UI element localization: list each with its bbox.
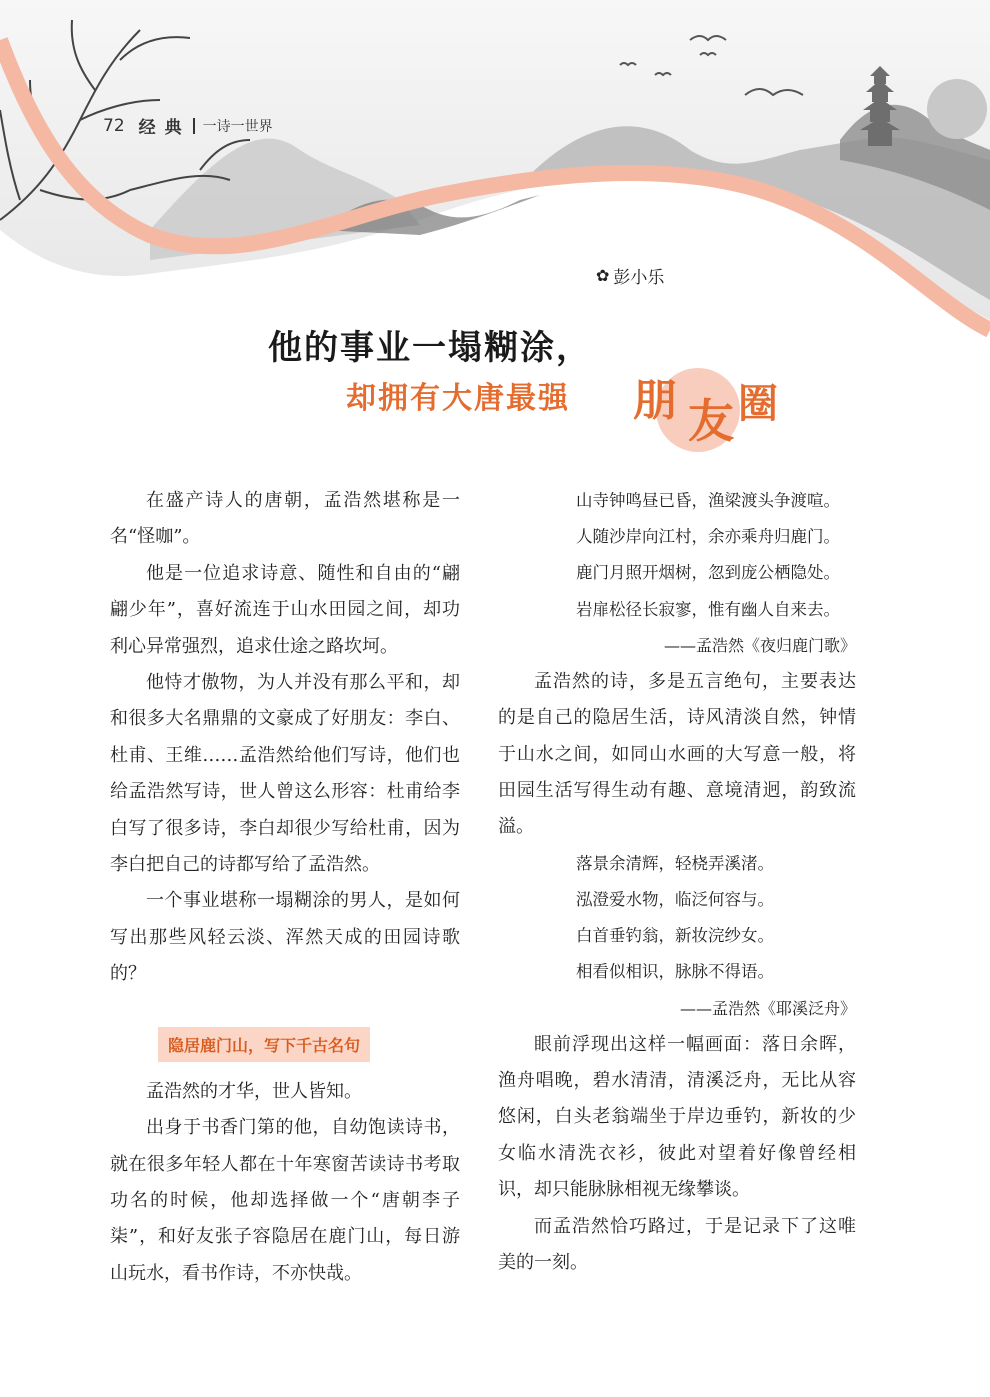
poem-line: 白首垂钓翁，新妆浣纱女。 [576, 926, 774, 946]
header-landscape-illustration [0, 0, 990, 345]
paragraph: 在盛产诗人的唐朝，孟浩然堪称是一名“怪咖”。 [110, 490, 460, 548]
poem-line: 岩扉松径长寂寥，惟有幽人自来去。 [576, 599, 840, 619]
article-title-line1: 他的事业一塌糊涂， [268, 328, 592, 368]
paragraph: 而孟浩然恰巧路过，于是记录下了这唯美的一刻。 [498, 1215, 856, 1274]
right-column [498, 483, 856, 1282]
paragraph: 他恃才傲物，为人并没有那么平和，却和很多大名鼎鼎的文豪成了好朋友：李白、杜甫、王维……孟浩然给他们写诗，他们也给孟浩然写诗，世人曾这么形容：杜甫给李白写了很多诗，李白却很少写给杜甫，因为李白把自己的诗都写给了孟浩然。 [110, 672, 460, 876]
title-highlight-char: 圈 [738, 380, 778, 427]
paragraph: 出身于书香门第的他，自幼饱读诗书，就在很多年轻人都在十年寒窗苦读诗书考取功名的时候，他却选择做一个“唐朝李子柒”，和好友张子容隐居在鹿门山，每日游山玩水，看书作诗，不亦快哉。 [110, 1117, 460, 1284]
poem-line: 相看似相识，脉脉不得语。 [576, 962, 774, 982]
paragraph: 一个事业堪称一塌糊涂的男人，是如何写出那些风轻云淡、浑然天成的田园诗歌的？ [110, 890, 460, 985]
poem-line: 鹿门月照开烟树，忽到庞公栖隐处。 [576, 563, 840, 583]
section-name: 经典 [138, 118, 191, 138]
paragraph: 他是一位追求诗意、随性和自由的“翩翩少年”，喜好流连于山水田园之间，却功利心异常强烈，追求仕途之路坎坷。 [110, 562, 460, 657]
article-title-line2: 却拥有大唐最强 [346, 381, 570, 416]
poem-attribution: ——孟浩然《耶溪泛舟》 [679, 998, 856, 1018]
title-highlight-char: 朋 [633, 375, 677, 426]
title-highlight-char: 友 [688, 394, 734, 448]
flower-icon: ✿ [596, 266, 610, 285]
paragraph: 孟浩然的诗，多是五言绝句，主要表达的是自己的隐居生活，诗风清淡自然，钟情于山水之间，如同山水画的大写意一般，将田园生活写得生动有趣、意境清迥，韵致流溢。 [498, 670, 856, 838]
header-divider [193, 118, 195, 134]
poem-line: 泓澄爱水物，临泛何容与。 [576, 890, 774, 910]
poem-line: 落景余清辉，轻桡弄溪渚。 [576, 853, 774, 873]
page-header [103, 113, 273, 138]
poem-night-return [498, 483, 856, 628]
author-name: 彭小乐 [613, 268, 665, 288]
poem-line: 山寺钟鸣昼已昏，渔梁渡头争渡喧。 [576, 491, 840, 510]
poem-line: 人随沙岸向江村，余亦乘舟归鹿门。 [576, 527, 840, 547]
poem-yexi-boating [498, 846, 856, 991]
left-column [110, 483, 460, 1292]
paragraph: 眼前浮现出这样一幅画面：落日余晖，渔舟唱晚，碧水清清，清溪泛舟，无比从容悠闲，白头老翁端坐于岸边垂钓，新妆的少女临水清洗衣衫，彼此对望着好像曾经相识，却只能脉脉相视无缘攀谈。 [498, 1033, 856, 1201]
author-byline [596, 263, 664, 288]
page-number: 72 [103, 115, 125, 136]
paragraph: 孟浩然的才华，世人皆知。 [146, 1080, 362, 1102]
subsection-name: 一诗一世界 [202, 118, 273, 135]
section-subheading: 隐居鹿门山，写下千古名句 [158, 1027, 370, 1062]
poem-attribution: ——孟浩然《夜归鹿门歌》 [663, 635, 856, 655]
